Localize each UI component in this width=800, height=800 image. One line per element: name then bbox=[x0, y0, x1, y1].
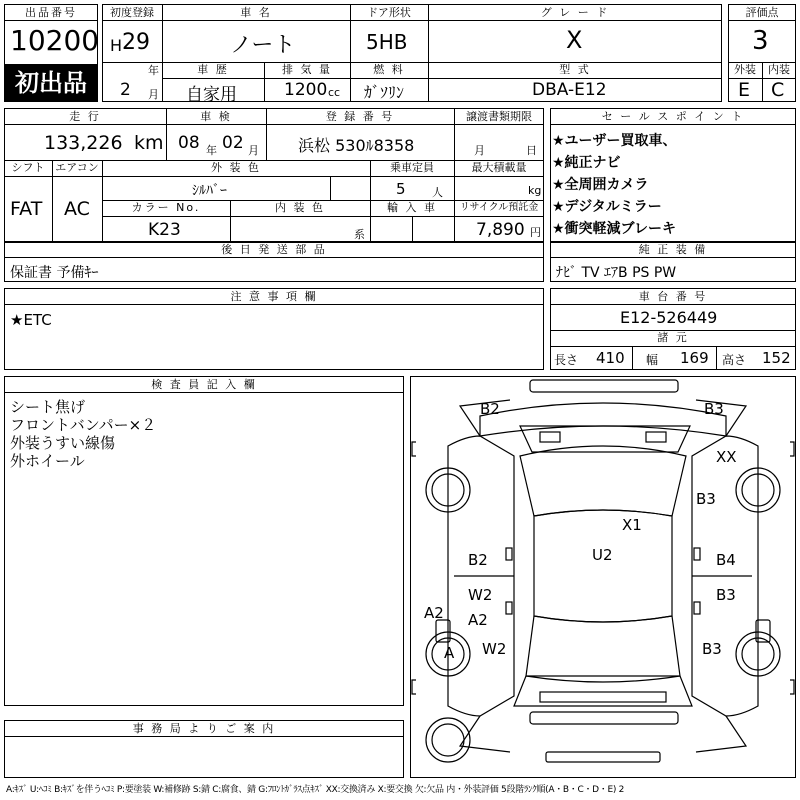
grade-label: グ レ ー ド bbox=[540, 6, 610, 19]
width-label: 幅 bbox=[646, 353, 659, 367]
capacity-unit: 人 bbox=[432, 186, 443, 199]
mark-u2: U2 bbox=[592, 546, 613, 564]
mark-a2-outer: A2 bbox=[424, 604, 444, 622]
height-label: 高さ bbox=[722, 353, 747, 367]
lot-label: 出品番号 bbox=[25, 6, 77, 19]
lot-number: 10200 bbox=[10, 24, 100, 57]
import-label: 輸 入 車 bbox=[387, 201, 437, 214]
mark-b3-top: B3 bbox=[704, 400, 724, 418]
mark-w2-lower: W2 bbox=[482, 640, 507, 658]
sales-point-1: ★ユーザー買取車、 bbox=[552, 133, 677, 149]
door-type: 5HB bbox=[366, 30, 408, 54]
inspector-line-2: フロントバンパー×２ bbox=[10, 416, 157, 434]
chassis-number: E12-526449 bbox=[620, 308, 718, 327]
history-label: 車 歴 bbox=[197, 63, 229, 76]
insp-month-unit: 月 bbox=[248, 144, 259, 157]
fuel-label: 燃 料 bbox=[373, 63, 405, 76]
inspector-line-1: シート焦げ bbox=[10, 398, 86, 416]
max-load-label: 最大積載量 bbox=[471, 161, 527, 174]
sales-point-2: ★純正ナビ bbox=[552, 155, 621, 171]
insp-year-unit: 年 bbox=[206, 144, 217, 157]
interior-label: 内装 bbox=[768, 63, 790, 76]
height: 152 bbox=[762, 349, 791, 367]
ext-color-label: 外 装 色 bbox=[211, 161, 261, 174]
length-label: 長さ bbox=[554, 353, 579, 367]
model-label: 型 式 bbox=[559, 63, 591, 76]
dims-label: 諸 元 bbox=[657, 331, 689, 344]
later-parts-label: 後 日 発 送 部 品 bbox=[221, 243, 327, 256]
color-number: K23 bbox=[148, 220, 181, 240]
max-load-unit: kg bbox=[528, 184, 542, 197]
later-parts-value: 保証書 予備ｷｰ bbox=[10, 265, 99, 281]
legend: A:ｷｽﾞ U:ﾍｺﾐ B:ｷｽﾞを伴うﾍｺﾐ P:要塗装 W:補修跡 S:錆 C:腐食、錆 G:ﾌﾛﾝﾄｶﾞﾗｽ点ｷｽﾞ XX:交換済み X:要交換 欠:欠品 内・外装評価 5段階ﾗﾝｸ順(A・B・C・D・E) 2 bbox=[6, 785, 625, 795]
chassis-label: 車 台 番 号 bbox=[638, 290, 708, 303]
mark-a2-inner: A2 bbox=[468, 611, 488, 629]
car-name-label: 車 名 bbox=[240, 6, 272, 19]
shift: FAT bbox=[10, 198, 43, 220]
model: DBA-E12 bbox=[532, 80, 607, 100]
color-no-label: カラー No. bbox=[131, 201, 201, 214]
int-color-label: 内 装 色 bbox=[275, 201, 325, 214]
displacement-label: 排 気 量 bbox=[282, 63, 332, 76]
notes-value: ★ETC bbox=[10, 311, 52, 329]
inspection-year: 08 bbox=[178, 133, 200, 153]
equipment-value: ﾅﾋﾞ TV ｴｱB PS PW bbox=[556, 265, 677, 281]
sales-point-5: ★衝突軽減ブレーキ bbox=[552, 221, 676, 237]
inspection-month: 02 bbox=[222, 133, 244, 153]
month-unit: 月 bbox=[148, 88, 159, 101]
door-label: ドア形状 bbox=[367, 6, 411, 19]
capacity-label: 乗車定員 bbox=[390, 161, 434, 174]
inspection-label: 車 検 bbox=[200, 110, 232, 123]
transfer-label: 譲渡書類期限 bbox=[466, 110, 532, 123]
first-listing-badge: 初出品 bbox=[4, 64, 98, 102]
mark-b3-right: B3 bbox=[696, 490, 716, 508]
displacement-unit: cc bbox=[328, 86, 341, 99]
notes-label: 注 意 事 項 欄 bbox=[230, 290, 318, 303]
mark-w2-upper: W2 bbox=[468, 586, 493, 604]
exterior-grade: E bbox=[738, 79, 751, 101]
sales-point-3: ★全周囲カメラ bbox=[552, 177, 649, 193]
mark-b2-top: B2 bbox=[480, 400, 500, 418]
shift-label: シフト bbox=[11, 161, 45, 174]
inspector-line-3: 外装うすい線傷 bbox=[10, 434, 116, 452]
air-conditioner: AC bbox=[64, 198, 90, 220]
car-damage-diagram bbox=[410, 376, 796, 778]
length: 410 bbox=[596, 349, 625, 367]
score: 3 bbox=[752, 26, 769, 56]
score-label: 評価点 bbox=[745, 6, 779, 19]
era: H bbox=[110, 36, 123, 55]
transfer-day-unit: 日 bbox=[526, 144, 537, 157]
recycle-unit: 円 bbox=[530, 226, 541, 239]
grade: X bbox=[566, 26, 583, 54]
details-box bbox=[4, 108, 544, 242]
exterior-color: ｼﾙﾊﾞｰ bbox=[192, 183, 227, 199]
reg-year: 29 bbox=[122, 30, 150, 55]
registration-number: 浜松 530ﾙ8358 bbox=[298, 136, 415, 155]
mileage: 133,226 bbox=[44, 132, 123, 154]
capacity: 5 bbox=[396, 180, 406, 198]
reg-no-label: 登 録 番 号 bbox=[325, 110, 395, 123]
mark-b3-bottom: B3 bbox=[702, 640, 722, 658]
mark-b3-mid: B3 bbox=[716, 586, 736, 604]
inspector-line-4: 外ホイール bbox=[10, 452, 85, 470]
exterior-label: 外装 bbox=[734, 63, 756, 76]
sales-point-4: ★デジタルミラー bbox=[552, 199, 662, 215]
displacement: 1200 bbox=[284, 80, 328, 100]
interior-grade: C bbox=[771, 79, 785, 101]
fuel: ｶﾞｿﾘﾝ bbox=[364, 83, 405, 102]
mark-xx: XX bbox=[716, 448, 737, 466]
mark-b2-left: B2 bbox=[468, 551, 488, 569]
mark-x1: X1 bbox=[622, 516, 642, 534]
office-label: 事 務 局 よ り ご 案 内 bbox=[132, 722, 276, 735]
width: 169 bbox=[680, 349, 709, 367]
mark-a: A bbox=[444, 644, 455, 662]
mark-b4: B4 bbox=[716, 551, 736, 569]
ac-label: エアコン bbox=[55, 161, 99, 174]
equipment-label: 純 正 装 備 bbox=[638, 243, 708, 256]
year-unit: 年 bbox=[148, 64, 159, 77]
inspector-label: 検 査 員 記 入 欄 bbox=[151, 378, 257, 391]
history: 自家用 bbox=[186, 85, 237, 105]
sales-points-label: セ ー ル ス ポ イ ン ト bbox=[601, 110, 745, 123]
reg-month: 2 bbox=[120, 80, 131, 100]
first-reg-label: 初度登録 bbox=[110, 6, 154, 19]
int-color-unit: 系 bbox=[354, 228, 365, 241]
car-name: ノート bbox=[230, 33, 296, 58]
transfer-month-unit: 月 bbox=[474, 144, 485, 157]
mileage-unit: km bbox=[134, 132, 164, 154]
recycle-deposit: 7,890 bbox=[476, 220, 525, 240]
mileage-label: 走 行 bbox=[69, 110, 101, 123]
recycle-label: リサイクル預託金 bbox=[459, 202, 539, 213]
